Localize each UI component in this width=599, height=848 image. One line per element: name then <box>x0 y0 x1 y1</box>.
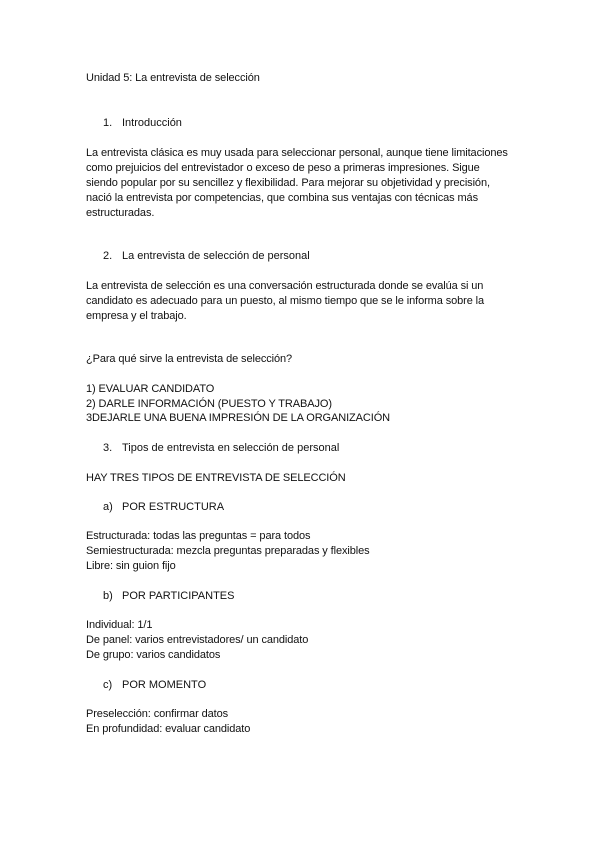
section-heading-2: La entrevista de selección de personal <box>122 250 310 262</box>
purpose-item: 3DEJARLE UNA BUENA IMPRESIÓN DE LA ORGANIZACIÓN <box>86 412 390 424</box>
section-number-3: 3. <box>103 442 113 454</box>
purpose-item: 1) EVALUAR CANDIDATO <box>86 383 215 395</box>
type-item: Semiestructurada: mezcla preguntas preparadas y flexibles <box>86 545 370 557</box>
section-heading-1: Introducción <box>122 117 182 129</box>
type-marker-c: c) <box>103 679 113 691</box>
paragraph-line: La entrevista clásica es muy usada para seleccionar personal, aunque tiene limitaciones <box>86 147 508 159</box>
paragraph-line: siendo popular por su sencillez y flexibilidad. Para mejorar su objetividad y precisión, <box>86 177 490 189</box>
paragraph-line: nació la entrevista por competencias, que combina sus ventajas con técnicas más <box>86 192 478 204</box>
type-label-c: POR MOMENTO <box>122 679 207 691</box>
type-label-a: POR ESTRUCTURA <box>122 501 225 513</box>
paragraph-line: empresa y el trabajo. <box>86 310 187 322</box>
type-item: Libre: sin guion fijo <box>86 560 176 572</box>
section-heading-3: Tipos de entrevista en selección de personal <box>122 442 340 454</box>
type-item: Preselección: confirmar datos <box>86 708 228 720</box>
type-item: De grupo: varios candidatos <box>86 649 221 661</box>
section-number-2: 2. <box>103 250 113 262</box>
paragraph-line: candidato es adecuado para un puesto, al mismo tiempo que se le informa sobre la <box>86 295 485 307</box>
paragraph-line: como prejuicios del entrevistador o exceso de peso a primeras impresiones. Sigue <box>86 162 480 174</box>
purpose-item: 2) DARLE INFORMACIÓN (PUESTO Y TRABAJO) <box>86 398 332 410</box>
section-number-1: 1. <box>103 117 113 129</box>
document-title: Unidad 5: La entrevista de selección <box>86 72 260 84</box>
paragraph-line: La entrevista de selección es una conversación estructurada donde se evalúa si un <box>86 280 484 292</box>
type-item: De panel: varios entrevistadores/ un candidato <box>86 634 309 646</box>
type-item: Estructurada: todas las preguntas = para todos <box>86 530 311 542</box>
paragraph-line: estructuradas. <box>86 207 155 219</box>
type-item: Individual: 1/1 <box>86 619 153 631</box>
types-intro: HAY TRES TIPOS DE ENTREVISTA DE SELECCIÓN <box>86 472 346 484</box>
question-line: ¿Para qué sirve la entrevista de selección? <box>86 353 293 365</box>
type-label-b: POR PARTICIPANTES <box>122 590 235 602</box>
type-marker-b: b) <box>103 590 113 602</box>
type-marker-a: a) <box>103 501 113 513</box>
type-item: En profundidad: evaluar candidato <box>86 723 251 735</box>
